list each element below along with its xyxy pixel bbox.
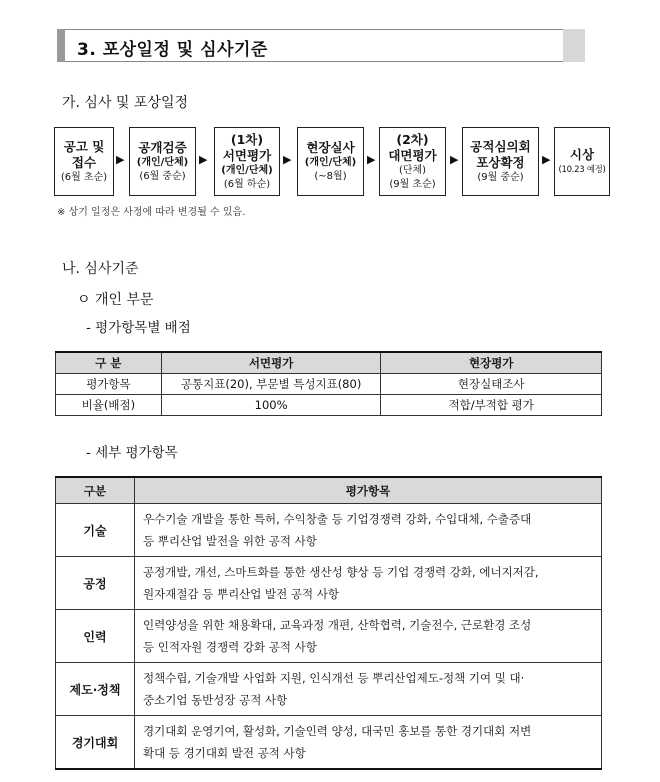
step-title: 공고 및 접수 — [63, 138, 105, 170]
header-cell: 구분 — [56, 477, 135, 504]
step-title: (1차) 서면평가 — [222, 131, 272, 163]
allocation-table — [55, 351, 602, 416]
step-target: (개인/단체) — [221, 164, 273, 176]
step-title: 공개검증 — [138, 139, 187, 155]
flow-arrow: ▶ — [450, 153, 459, 166]
category-cell: 공정 — [56, 557, 135, 610]
step-target: (개인/단체) — [304, 156, 357, 168]
step-date: (6월 중순) — [139, 170, 186, 182]
description-cell — [135, 716, 602, 770]
table-row — [56, 504, 602, 557]
criteria-heading: 나. 심사기준 — [62, 261, 139, 277]
table-cell: 100% — [161, 395, 381, 416]
step-announcement — [54, 127, 114, 196]
table-cell: 비율(배점) — [56, 395, 162, 416]
header-cell: 구 분 — [56, 352, 162, 374]
description-cell — [135, 557, 602, 610]
step-target: (개인/단체) — [136, 156, 189, 168]
step-committee — [462, 127, 539, 196]
header-cell: 평가항목 — [135, 477, 602, 504]
header-left-bar — [57, 29, 65, 62]
description-line: 등 인적자원 경쟁력 강화 공적 사항 — [143, 640, 317, 654]
step-document-review — [214, 127, 280, 196]
step-date: (~8월) — [314, 170, 347, 182]
table-row — [56, 716, 602, 770]
category-cell: 기술 — [56, 504, 135, 557]
table-row — [56, 663, 602, 716]
section-title: 3. 포상일정 및 심사기준 — [77, 40, 268, 60]
table-row — [56, 374, 602, 395]
table-row — [56, 610, 602, 663]
table-row — [56, 395, 602, 416]
description-line: 인력양성을 위한 채용확대, 교육과정 개편, 산학협력, 기술전수, 근로환경 조성 — [143, 618, 532, 632]
step-date: (6월 하순) — [223, 178, 271, 190]
flow-arrow: ▶ — [116, 153, 125, 166]
description-line: 공정개발, 개선, 스마트화를 통한 생산성 향상 등 기업 경쟁력 강화, 에너지저감, — [143, 565, 539, 579]
description-line: 우수기술 개발을 통한 특허, 수익창출 등 기업경쟁력 강화, 수입대체, 수출증대 — [143, 512, 532, 526]
flow-arrow: ▶ — [199, 153, 208, 166]
section-header — [57, 29, 585, 62]
table-cell: 공통지표(20), 부문별 특성지표(80) — [161, 374, 381, 395]
table-header-row — [56, 352, 602, 374]
description-cell — [135, 504, 602, 557]
description-line: 등 뿌리산업 발전을 위한 공적 사항 — [143, 534, 317, 548]
individual-heading: ㅇ 개인 부문 — [77, 292, 154, 308]
category-cell: 경기대회 — [56, 716, 135, 770]
table-cell: 적합/부적합 평가 — [381, 395, 602, 416]
flow-arrow: ▶ — [367, 153, 376, 166]
step-public-review — [129, 127, 196, 196]
category-cell: 제도·정책 — [56, 663, 135, 716]
step-title: (2차) 대면평가 — [388, 131, 437, 163]
description-line: 정책수립, 기술개발 사업화 지원, 인식개선 등 뿌리산업제도-정책 기여 및 대· — [143, 671, 525, 685]
category-cell: 인력 — [56, 610, 135, 663]
schedule-heading: 가. 심사 및 포상일정 — [62, 95, 188, 111]
step-title: 현장실사 — [306, 139, 355, 155]
description-line: 원자재절감 등 뿌리산업 발전 공적 사항 — [143, 587, 340, 601]
detail-heading: - 세부 평가항목 — [86, 445, 178, 461]
header-right-bar — [563, 29, 585, 62]
step-target: (단체) — [398, 164, 427, 176]
header-cell: 서면평가 — [161, 352, 381, 374]
description-line: 중소기업 동반성장 공적 사항 — [143, 693, 288, 707]
step-date: (10.23 예정) — [558, 164, 606, 175]
schedule-note: ※ 상기 일정은 사정에 따라 변경될 수 있음. — [57, 207, 246, 218]
step-date: (9월 중순) — [477, 171, 524, 183]
table-row — [56, 557, 602, 610]
step-interview-review — [379, 127, 446, 196]
step-title: 공적심의회 포상확정 — [470, 138, 531, 170]
table-cell: 평가항목 — [56, 374, 162, 395]
step-award — [554, 127, 610, 196]
description-cell — [135, 610, 602, 663]
step-title: 시상 — [569, 146, 595, 162]
description-cell — [135, 663, 602, 716]
description-line: 확대 등 경기대회 발전 공적 사항 — [143, 746, 306, 760]
step-date: (9월 초순) — [389, 178, 436, 190]
flow-arrow: ▶ — [283, 153, 292, 166]
step-date: (6월 초순) — [60, 171, 108, 183]
step-site-inspection — [297, 127, 364, 196]
description-line: 경기대회 운영기여, 활성화, 기술인력 양성, 대국민 홍보를 통한 경기대회 저변 — [143, 724, 532, 738]
table-cell: 현장실태조사 — [381, 374, 602, 395]
detail-table — [55, 476, 602, 770]
flow-arrow: ▶ — [542, 153, 551, 166]
table-header-row — [56, 477, 602, 504]
allocation-heading: - 평가항목별 배점 — [86, 320, 191, 336]
header-cell: 현장평가 — [381, 352, 602, 374]
